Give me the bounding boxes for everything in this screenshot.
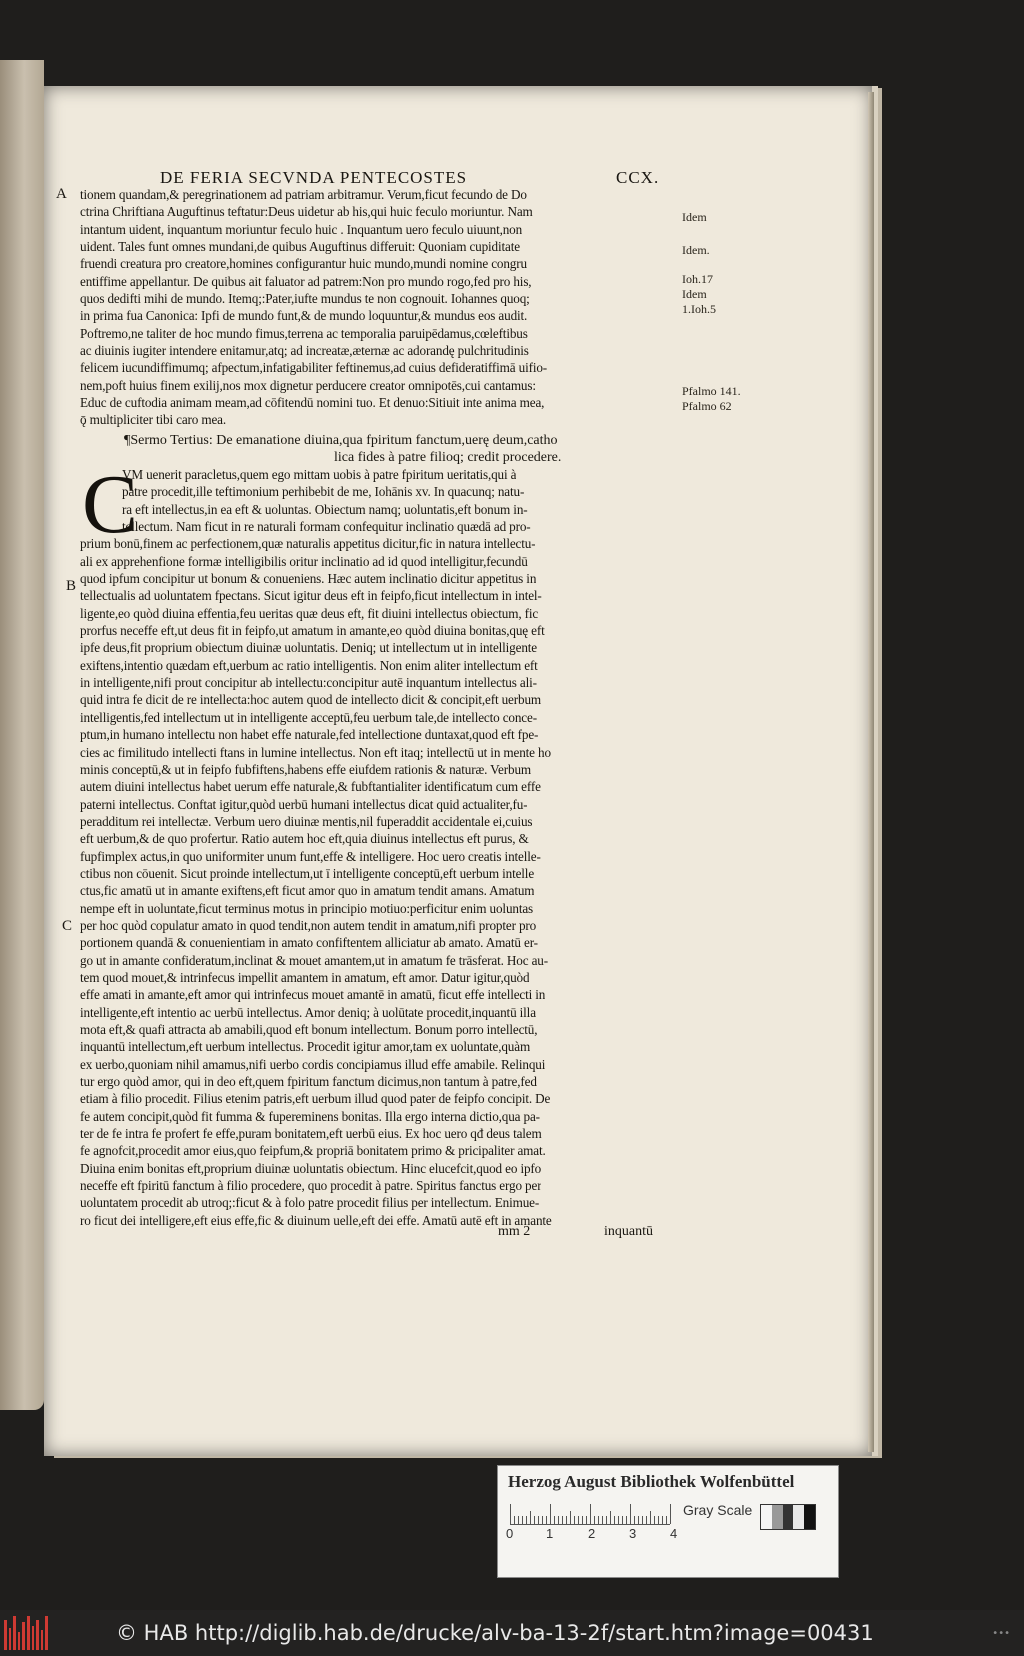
sermon-heading-line: ¶Sermo Tertius: De emanatione diuina,qua fpiritum fanctum,uerę deum,catho	[124, 433, 558, 448]
text-line: paterni intellectus. Conftat igitur,quòd uerbū humani intellectus dicat quid actualiter,fu-	[80, 796, 528, 812]
ruler-label: 3	[629, 1526, 637, 1541]
ruler-tick	[654, 1516, 655, 1524]
text-line: fupfimplex actus,in quo uniformiter unum funt,effe & intelligere. Hoc uero creatis intelle-	[80, 848, 541, 864]
text-line: tellectualis ad uoluntatem fpectans. Sicut igitur deus eft in feipfo,ficut intellectum in intel-	[80, 588, 542, 604]
text-line: ligente,eo quòd diuina effentia,feu ueritas quæ deus eft, fit diuini intellectus obiectum, fic	[80, 605, 539, 621]
ruler-tick	[586, 1516, 587, 1524]
ruler-tick	[526, 1516, 527, 1524]
section-mark-c: C	[62, 918, 73, 934]
ruler-tick	[626, 1516, 627, 1524]
ruler-tick	[594, 1516, 595, 1524]
ruler-tick	[574, 1516, 575, 1524]
text-line: quid intra fe dicit de re intellecta:hoc autem quod de intellecto dicit & concipit,eft uerbum	[80, 692, 542, 708]
text-line: ali ex apprehenfione formæ intelligibilis oritur inclinatio ad id quod intelligitur,fecundū	[80, 553, 528, 569]
text-line: ro ficut dei intelligere,eft eius effe,fic & diuinum uelle,eft dei effe. Amatū autē eft in amante	[80, 1212, 552, 1228]
text-line: per hoc quòd copulatur amato in quod tendit,non autem tendit in amatum,nifi propter pro	[80, 917, 537, 933]
text-line: ǭ multipliciter tibi caro mea.	[80, 412, 227, 428]
ruler-tick	[534, 1516, 535, 1524]
text-line: intelligente,eft intentio ac uerbū intellectus. Amor deniq; à uolūtate procedit,inquantū illa	[80, 1004, 536, 1020]
text-line: ac diuinis iugiter intendere enitamur,atq; ad increatæ,æternæ ac adorandę pulchritudinis	[80, 343, 529, 359]
ruler-tick	[566, 1516, 567, 1524]
text-line: nempe eft in uoluntate,ficut terminus motus in principio motiuo:perficitur enim uoluntas	[80, 900, 534, 916]
logo-bar	[18, 1632, 21, 1650]
ruler-label: 0	[506, 1526, 514, 1541]
text-line: portionem quandā & conuenientiam in amato confiftentem alliciatur ab amato. Amatū er-	[80, 935, 538, 951]
ruler-tick	[658, 1516, 659, 1524]
text-line: quos dedifti mihi de mundo. Itemq;:Pater,iufte mundus te non cognouit. Iohannes quoq;	[80, 291, 530, 307]
text-line: inquantū intellectum,eft uerbum intellectus. Procedit igitur amor,tam ex uoluntate,quàm	[80, 1039, 531, 1055]
text-line: nem,poft huius finem exilij,nos mox dignetur perducere creator omnipotēs,cui cantamus:	[80, 377, 536, 393]
logo-bar	[22, 1622, 25, 1650]
library-name: Herzog August Bibliothek Wolfenbüttel	[508, 1472, 795, 1491]
marginal-note: Pfalmo 62	[682, 399, 732, 413]
ruler-tick	[634, 1516, 635, 1524]
ruler-tick	[518, 1516, 519, 1524]
text-block-initial	[122, 466, 722, 535]
ruler-tick	[622, 1516, 623, 1524]
page-fore-edge	[868, 92, 874, 1452]
text-line: exiftens,intentio quædam eft,uerbum ac ratio intelligentis. Non enim aliter intellectum eft	[80, 657, 538, 673]
text-line: tem quod mouet,& intrinfecus impellit amantem in amatum, eft amor. Datur igitur,quòd	[80, 969, 530, 985]
text-line: patre procedit,ille teftimonium perhibebit de me, Iohānis xv. In quacunq; natu-	[122, 484, 525, 500]
text-line: ctrina Chriftiana Auguftinus teftatur:Deus uidetur ab his,qui huic feculo moriuntur. Nam	[80, 204, 533, 220]
ruler-tick	[638, 1516, 639, 1524]
ruler-tick	[606, 1516, 607, 1524]
text-block-main	[80, 535, 680, 1229]
text-line: VM uenerit paracletus,quem ego mittam uobis à patre fpiritum ueritatis,qui à	[122, 467, 517, 482]
section-mark-a: A	[56, 186, 67, 202]
text-line: prorfus neceffe eft,ut deus fit in feipfo,ut amatum in amante,eo quòd diuina bonitas,quę eft	[80, 623, 545, 639]
text-line: tellectum. Nam ficut in re naturali formam confequitur inclinatio quædā ad pro-	[122, 519, 531, 535]
folio-number: CCX.	[616, 168, 660, 187]
ruler-label: 1	[546, 1526, 554, 1541]
text-line: in intelligente,nifi prout concipitur ab intellectu:concipitur autē inquantum intellectus ali-	[80, 675, 537, 691]
ruler-tick	[662, 1516, 663, 1524]
ruler-tick	[554, 1516, 555, 1524]
logo-bar	[41, 1630, 44, 1650]
ruler-tick	[642, 1516, 643, 1524]
ruler-tick	[522, 1516, 523, 1524]
sermon-heading-line: lica fides à patre filioq; credit procedere.	[334, 450, 562, 465]
logo-bar	[36, 1620, 39, 1650]
text-line: etiam à filio procedit. Filius etenim patris,eft uerbum illud quod pater de feipfo concipit. De	[80, 1091, 551, 1107]
ruler-tick	[598, 1516, 599, 1524]
permalink-text[interactable]: © HAB http://diglib.hab.de/drucke/alv-ba-13-2f/start.htm?image=00431	[116, 1621, 874, 1645]
signature-mark: mm 2	[498, 1224, 531, 1239]
text-line: peradditum rei intellectæ. Verbum uero diuinæ mentis,nil fuperaddit accidentale ei,cuius	[80, 813, 533, 829]
ruler-tick	[538, 1516, 539, 1524]
color-scale-bar	[497, 1465, 839, 1578]
ruler-tick	[530, 1511, 531, 1524]
marginal-note: 1.Ioh.5	[682, 302, 716, 316]
text-line: Diuina enim bonitas eft,proprium diuinæ uoluntatis obiectum. Hinc elucefcit,quod eo ipfo	[80, 1160, 542, 1176]
marginal-note: Idem	[682, 210, 707, 224]
logo-bar	[4, 1620, 7, 1650]
text-line: fruendi creatura pro creatore,homines configurantur huic mundo,mundi nomine congru	[80, 256, 527, 272]
ruler-tick	[614, 1516, 615, 1524]
text-line: quod ipfum concipitur ut bonum & conueniens. Hæc autem inclinatio dicitur appetitus in	[80, 571, 537, 587]
text-line: ra eft intellectus,in ea eft & uoluntas. Obiectum namq; uoluntatis,eft bonum in-	[122, 501, 528, 517]
section-mark-b: B	[66, 578, 77, 594]
text-line: Poftremo,ne taliter de hoc mundo fimus,terrena ac temporalia paruipēdamus,cœleftibus	[80, 325, 528, 341]
drop-capital: C	[82, 458, 139, 551]
ruler	[510, 1502, 670, 1525]
catchword: inquantū	[604, 1224, 653, 1239]
hab-logo-icon[interactable]	[4, 1616, 48, 1650]
ruler-label: 4	[670, 1526, 678, 1541]
ruler-tick	[582, 1516, 583, 1524]
ruler-tick	[618, 1516, 619, 1524]
sermon-heading	[124, 432, 561, 466]
ruler-tick	[666, 1516, 667, 1524]
text-line: effe amati in amante,eft amor qui intrinfecus mouet amantē in amatū, ficut effe intellecti in	[80, 987, 546, 1003]
ruler-tick	[602, 1516, 603, 1524]
gray-scale-swatch	[760, 1504, 816, 1530]
gray-scale-label: Gray Scale	[683, 1502, 753, 1518]
ruler-label: 2	[588, 1526, 596, 1541]
text-line: autem diuini intellectus habet uerum effe naturale,& fubftantialiter identificatum cum effe	[80, 779, 541, 795]
logo-bar	[32, 1626, 35, 1650]
ruler-tick	[590, 1504, 591, 1524]
marginal-note: Pfalmo 141.	[682, 384, 741, 398]
more-icon[interactable]: •••	[992, 1627, 1010, 1639]
logo-bar	[9, 1628, 12, 1650]
text-line: go ut in amante confideratum,inclinat & mouet amantem,ut in amatum fe trāsferat. Hoc au-	[80, 952, 548, 968]
text-line: ex uerbo,quoniam nihil amamus,nifi uerbo cordis concipiamus illud effe amabile. Relinqui	[80, 1056, 546, 1072]
text-line: ipfe deus,fit proprium obiectum diuinæ uoluntatis. Deniq; ut intellectum ut in intelligente	[80, 640, 537, 656]
ruler-tick	[646, 1516, 647, 1524]
ruler-tick	[546, 1516, 547, 1524]
text-line: entiffime appellantur. De quibus ait faluator ad patrem:Non pro mundo rogo,fed pro his,	[80, 273, 532, 289]
logo-bar	[13, 1616, 16, 1650]
ruler-tick	[558, 1516, 559, 1524]
ruler-tick	[670, 1504, 671, 1524]
ruler-tick	[562, 1516, 563, 1524]
text-line: tionem quandam,& peregrinationem ad patriam arbitramur. Verum,ficut fecundo de Do	[80, 187, 527, 202]
text-block-opening	[80, 186, 680, 429]
ruler-tick	[570, 1511, 571, 1524]
marginal-note: Ioh.17	[682, 272, 713, 286]
marginal-note: Idem.	[682, 243, 710, 257]
logo-bar	[27, 1616, 30, 1650]
text-line: ptum,in humano intellectu non habet effe naturale,fed intellectione duntaxat,quod eft fpe-	[80, 727, 539, 743]
viewer-footer	[0, 1610, 1024, 1656]
ruler-tick	[514, 1516, 515, 1524]
text-line: cies ac fimilitudo intellecti ftans in lumine intellectus. Non eft itaq; intellectū ut in mente ho	[80, 744, 551, 760]
text-line: intantum uident, inquantum moriuntur feculo huic . Inquantum uero feculo uiuunt,non	[80, 221, 523, 237]
marginal-note: Idem	[682, 287, 707, 301]
previous-page-edge	[0, 60, 44, 1410]
text-line: in prima fua Canonica: Ipfi de mundo funt,& de mundo loquuntur,& mundus eos audit.	[80, 308, 528, 324]
ruler-tick	[550, 1504, 551, 1524]
text-line: ctibus non cōuenit. Sicut proinde intellectum,ut ī intelligente conceptū,eft uerbum intelle	[80, 865, 535, 881]
ruler-tick	[630, 1504, 631, 1524]
text-line: prium bonū,finem ac perfectionem,quæ naturalis appetitus dicitur,fic in natura intellectu-	[80, 536, 536, 552]
text-line: felicem iucundiffimumq; afpectum,infatigabiliter feftinemus,ad cuius defideratiffimā uifio-	[80, 360, 548, 376]
text-line: minis conceptū,& ut in feipfo fubfiftens,habens effe eiufdem rationis & naturæ. Verbum	[80, 761, 531, 777]
ruler-tick	[578, 1516, 579, 1524]
text-line: fe agnofcit,procedit amor eius,quo feipfum,& propriā bonitatem primo & pricipaliter amat.	[80, 1143, 546, 1159]
text-line: uoluntatem procedit ab utroq;:ficut & à folo patre procedit filius per intellectum. Enimue-	[80, 1195, 540, 1211]
running-head: DE FERIA SECVNDA PENTECOSTES	[160, 168, 468, 187]
text-line: eft uerbum,& de quo profertur. Ratio autem hoc eft,quia diuinus intellectus eft purus, &	[80, 831, 529, 847]
text-line: mota eft,& quafi attracta ab amabili,quod eft bonum intellectum. Bonum porro intellectū,	[80, 1022, 538, 1038]
ruler-tick	[542, 1516, 543, 1524]
text-line: ctus,fic amatū ut in amante exiftens,eft ficut amor quo in amatum tendit amans. Amatum	[80, 883, 535, 899]
text-line: intelligentis,fed intellectum ut in intelligente acceptū,feu uerbum tale,de intellecto conce-	[80, 709, 537, 725]
text-line: neceffe eft fpiritū fanctum à filio procedere, quo procedit à patre. Spiritus fanctus ergo per	[80, 1178, 542, 1194]
text-line: ter de fe intra fe profert fe effe,puram bonitatem,eft uerbū eius. Ex hoc uero qđ deus talem	[80, 1126, 542, 1142]
text-line: tur ergo quòd amor, qui in deo eft,quem fpiritum fanctum dicimus,non tantum à patre,fed	[80, 1074, 537, 1090]
text-line: fe autem concipit,quòd fit fumma & fupereminens bonitas. Illa ergo interna dictio,qua pa-	[80, 1108, 540, 1124]
text-line: uident. Tales funt omnes mundani,de quibus Auguftinus differuit: Quoniam cupiditate	[80, 239, 520, 255]
logo-bar	[45, 1616, 48, 1650]
ruler-tick	[610, 1511, 611, 1524]
ruler-tick	[510, 1504, 511, 1524]
ruler-tick	[650, 1511, 651, 1524]
text-line: Educ de cuftodia animam meam,ad cōfitendū nomini tuo. Et denuo:Sitiuit inte anima mea,	[80, 395, 545, 411]
